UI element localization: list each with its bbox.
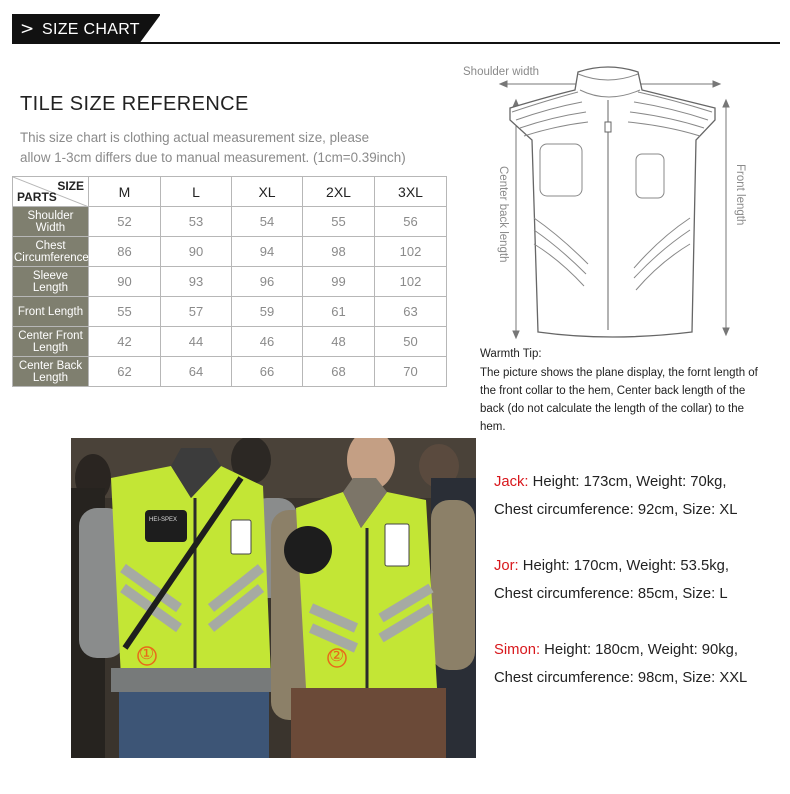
size-col-header: M: [89, 177, 161, 207]
table-cell: 55: [89, 297, 161, 327]
table-cell: 99: [303, 267, 375, 297]
arrowhead-icon: [723, 100, 729, 107]
table-cell: 68: [303, 357, 375, 387]
table-cell: 55: [303, 207, 375, 237]
table-cell: 54: [232, 207, 303, 237]
arrowhead-icon: [513, 331, 519, 338]
person-chest-size: Chest circumference: 85cm, Size: L: [494, 586, 728, 602]
arrowhead-icon: [723, 328, 729, 335]
person-name: Simon:: [494, 642, 541, 658]
person-jor: [494, 552, 784, 608]
badge-1: ①: [139, 644, 155, 663]
front-length-label: Front length: [734, 164, 746, 226]
part-label: Center Back Length: [13, 357, 89, 387]
model-photo: [71, 438, 476, 758]
chevron-right-icon: >: [20, 19, 35, 39]
table-cell: 63: [375, 297, 447, 327]
person-height-weight: Height: 170cm, Weight: 53.5kg,: [518, 558, 729, 574]
vest-outline: [510, 67, 715, 337]
model-photo-illustration: [71, 438, 476, 758]
person-height-weight: Height: 173cm, Weight: 70kg,: [528, 474, 727, 490]
table-cell: 53: [161, 207, 232, 237]
person-name: Jor:: [494, 558, 519, 574]
person-chest-size: Chest circumference: 92cm, Size: XL: [494, 502, 738, 518]
person-name: Jack:: [494, 474, 529, 490]
table-row: [13, 267, 447, 297]
table-cell: 90: [89, 267, 161, 297]
corner-parts-label: PARTS: [17, 190, 57, 204]
size-header-row: [13, 177, 447, 207]
table-cell: 64: [161, 357, 232, 387]
warmth-tip-title: Warmth Tip:: [480, 348, 542, 360]
table-cell: 70: [375, 357, 447, 387]
measurement-note: [20, 128, 450, 168]
table-cell: 93: [161, 267, 232, 297]
table-cell: 48: [303, 327, 375, 357]
arrowhead-icon: [500, 81, 507, 87]
table-cell: 98: [303, 237, 375, 267]
table-cell: 62: [89, 357, 161, 387]
part-label: Sleeve Length: [13, 267, 89, 297]
table-cell: 50: [375, 327, 447, 357]
corner-size-label: SIZE: [57, 179, 84, 193]
table-row: [13, 357, 447, 387]
table-cell: 42: [89, 327, 161, 357]
size-col-header: L: [161, 177, 232, 207]
size-col-header: 3XL: [375, 177, 447, 207]
table-row: [13, 327, 447, 357]
model-descriptions: [494, 468, 784, 720]
table-cell: 90: [161, 237, 232, 267]
table-cell: 66: [232, 357, 303, 387]
center-back-length-label: Center back length: [497, 166, 509, 263]
warmth-tip-text: The picture shows the plane display, the fornt length of the front collar to the hem, Center back length of the back (do not calculate the length of the collar) to the hem.: [480, 367, 758, 433]
table-cell: 59: [232, 297, 303, 327]
table-cell: 46: [232, 327, 303, 357]
size-chart-tab: [12, 14, 160, 44]
part-label: Center Front Length: [13, 327, 89, 357]
person-height-weight: Height: 180cm, Weight: 90kg,: [540, 642, 739, 658]
page-title: TILE SIZE REFERENCE: [20, 93, 249, 115]
table-cell: 96: [232, 267, 303, 297]
person-jack: [494, 468, 784, 524]
header-divider: [12, 42, 780, 44]
badge-2: ②: [329, 646, 345, 665]
note-line-1: This size chart is clothing actual measurement size, please: [20, 130, 370, 145]
person-simon: [494, 636, 784, 692]
shoulder-width-label: Shoulder width: [463, 66, 540, 78]
table-row: [13, 297, 447, 327]
table-cell: 86: [89, 237, 161, 267]
table-cell: 102: [375, 237, 447, 267]
part-label: Shoulder Width: [13, 207, 89, 237]
table-cell: 52: [89, 207, 161, 237]
table-cell: 94: [232, 237, 303, 267]
table-cell: 57: [161, 297, 232, 327]
size-parts-corner: [13, 177, 89, 207]
table-cell: 102: [375, 267, 447, 297]
person-chest-size: Chest circumference: 98cm, Size: XXL: [494, 670, 748, 686]
vest-patch-text: HEI-SPEX: [149, 517, 178, 523]
table-row: [13, 207, 447, 237]
table-cell: 56: [375, 207, 447, 237]
table-row: [13, 237, 447, 267]
table-cell: 44: [161, 327, 232, 357]
arrowhead-icon: [713, 81, 720, 87]
size-table: [12, 176, 447, 387]
part-label: Chest Circumference: [13, 237, 89, 267]
size-chart-label: SIZE CHART: [42, 21, 140, 38]
table-cell: 61: [303, 297, 375, 327]
size-col-header: XL: [232, 177, 303, 207]
size-col-header: 2XL: [303, 177, 375, 207]
note-line-2: allow 1-3cm differs due to manual measurement. (1cm=0.39inch): [20, 150, 406, 165]
part-label: Front Length: [13, 297, 89, 327]
